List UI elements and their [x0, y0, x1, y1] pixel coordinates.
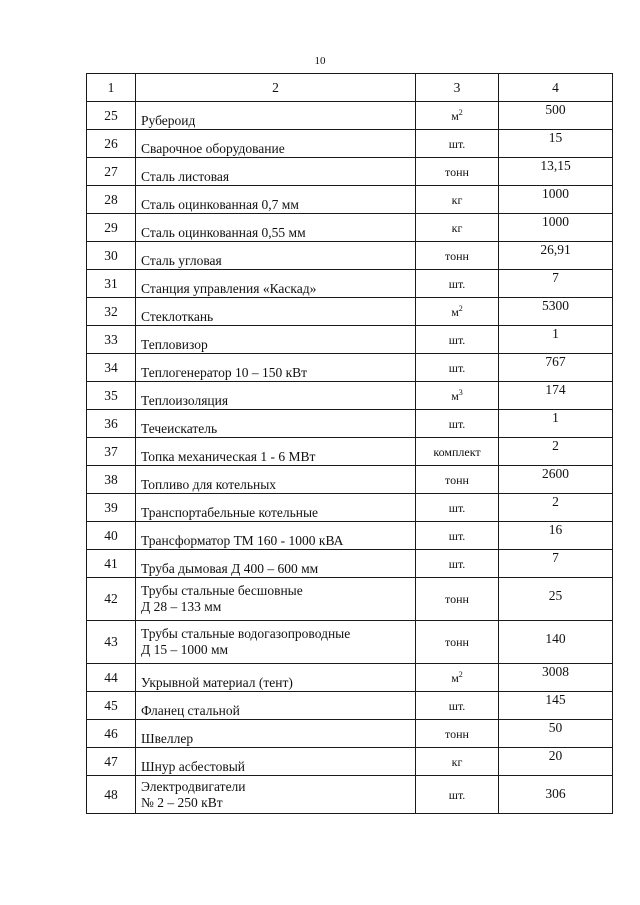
row-number: 34 [87, 354, 136, 382]
quantity: 2 [499, 494, 613, 522]
unit: шт. [448, 787, 466, 802]
table-row [87, 494, 613, 522]
unit-cell [416, 102, 499, 130]
table-row [87, 354, 613, 382]
unit-cell [416, 326, 499, 354]
unit-exponent: 2 [458, 669, 463, 679]
item-name: Фланец стальной [136, 692, 416, 720]
row-number: 25 [87, 102, 136, 130]
unit-cell [416, 298, 499, 326]
quantity: 1000 [499, 186, 613, 214]
table-row [87, 242, 613, 270]
row-number: 47 [87, 748, 136, 776]
header-col-1: 1 [87, 74, 136, 102]
table-row [87, 326, 613, 354]
unit: шт. [448, 276, 466, 291]
unit-cell [416, 186, 499, 214]
unit: кг [451, 192, 463, 207]
table-row [87, 158, 613, 186]
table-row [87, 550, 613, 578]
item-name-line: Электродвигатели [141, 778, 246, 794]
table-row [87, 270, 613, 298]
quantity: 26,91 [499, 242, 613, 270]
quantity: 15 [499, 130, 613, 158]
quantity: 2 [499, 438, 613, 466]
page-number: 10 [314, 55, 326, 67]
table-row [87, 748, 613, 776]
unit-cell [416, 354, 499, 382]
item-name-line: Д 28 – 133 мм [141, 599, 222, 614]
unit: м [451, 670, 459, 685]
quantity: 13,15 [499, 158, 613, 186]
unit-cell [416, 578, 499, 621]
item-name [136, 621, 416, 664]
item-name: Сталь оцинкованная 0,7 мм [136, 186, 416, 214]
item-name-line: № 2 – 250 кВт [141, 794, 223, 810]
unit-exponent: 2 [458, 303, 463, 313]
quantity: 500 [499, 102, 613, 130]
unit-cell [416, 466, 499, 494]
item-name [136, 776, 416, 814]
item-name: Течеискатель [136, 410, 416, 438]
item-name-line: Д 15 – 1000 мм [141, 642, 229, 657]
unit-cell [416, 382, 499, 410]
unit: шт. [448, 698, 466, 713]
item-name-line: Трубы стальные бесшовные [141, 583, 303, 598]
header-col-3: 3 [416, 74, 499, 102]
unit: шт. [448, 360, 466, 375]
table-row [87, 664, 613, 692]
quantity: 7 [499, 270, 613, 298]
unit: м [451, 108, 459, 123]
row-number: 36 [87, 410, 136, 438]
row-number: 31 [87, 270, 136, 298]
quantity: 145 [499, 692, 613, 720]
item-name: Шнур асбестовый [136, 748, 416, 776]
materials-table [86, 73, 613, 814]
row-number: 48 [87, 776, 136, 814]
table-row [87, 102, 613, 130]
item-name: Сварочное оборудование [136, 130, 416, 158]
unit: шт. [448, 556, 466, 571]
row-number: 42 [87, 578, 136, 621]
table-row [87, 466, 613, 494]
unit: шт. [448, 136, 466, 151]
unit: тонн [445, 164, 469, 179]
quantity: 1 [499, 410, 613, 438]
row-number: 41 [87, 550, 136, 578]
unit-cell [416, 270, 499, 298]
item-name: Сталь листовая [136, 158, 416, 186]
unit-cell [416, 242, 499, 270]
table-header-row [87, 74, 613, 102]
unit-cell [416, 158, 499, 186]
table-row [87, 578, 613, 621]
quantity: 5300 [499, 298, 613, 326]
row-number: 45 [87, 692, 136, 720]
table-row [87, 621, 613, 664]
table-row [87, 776, 613, 814]
quantity: 1000 [499, 214, 613, 242]
item-name: Сталь угловая [136, 242, 416, 270]
quantity: 3008 [499, 664, 613, 692]
row-number: 30 [87, 242, 136, 270]
unit: тонн [445, 726, 469, 741]
row-number: 40 [87, 522, 136, 550]
item-name: Укрывной материал (тент) [136, 664, 416, 692]
quantity: 140 [499, 621, 613, 664]
row-number: 38 [87, 466, 136, 494]
materials-table-body [87, 74, 613, 814]
unit-cell [416, 664, 499, 692]
row-number: 29 [87, 214, 136, 242]
unit-cell [416, 692, 499, 720]
quantity: 174 [499, 382, 613, 410]
item-name: Тепловизор [136, 326, 416, 354]
table-row [87, 720, 613, 748]
table-row [87, 522, 613, 550]
unit-exponent: 2 [458, 107, 463, 117]
item-name: Станция управления «Каскад» [136, 270, 416, 298]
table-row [87, 438, 613, 466]
table-row [87, 692, 613, 720]
quantity: 20 [499, 748, 613, 776]
table-row [87, 130, 613, 158]
header-col-4: 4 [499, 74, 613, 102]
unit-cell [416, 130, 499, 158]
quantity: 1 [499, 326, 613, 354]
row-number: 37 [87, 438, 136, 466]
unit: тонн [445, 592, 469, 606]
unit-cell [416, 438, 499, 466]
quantity: 16 [499, 522, 613, 550]
unit-cell [416, 522, 499, 550]
item-name: Сталь оцинкованная 0,55 мм [136, 214, 416, 242]
quantity: 25 [499, 578, 613, 621]
unit: кг [451, 220, 463, 235]
quantity: 767 [499, 354, 613, 382]
row-number: 33 [87, 326, 136, 354]
unit: кг [451, 754, 463, 769]
unit-cell [416, 748, 499, 776]
unit-cell [416, 214, 499, 242]
row-number: 32 [87, 298, 136, 326]
quantity: 7 [499, 550, 613, 578]
table-row [87, 382, 613, 410]
unit-cell [416, 776, 499, 814]
item-name: Транспортабельные котельные [136, 494, 416, 522]
row-number: 35 [87, 382, 136, 410]
unit-cell [416, 410, 499, 438]
item-name [136, 578, 416, 621]
item-name: Стеклоткань [136, 298, 416, 326]
row-number: 44 [87, 664, 136, 692]
unit: шт. [448, 416, 466, 431]
unit-exponent: 3 [458, 387, 463, 397]
table-row [87, 410, 613, 438]
unit: тонн [445, 472, 469, 487]
table-row [87, 298, 613, 326]
table-row [87, 186, 613, 214]
unit-cell [416, 494, 499, 522]
unit: тонн [445, 635, 469, 649]
item-name: Топливо для котельных [136, 466, 416, 494]
item-name: Теплоизоляция [136, 382, 416, 410]
unit: тонн [445, 248, 469, 263]
header-col-2: 2 [136, 74, 416, 102]
row-number: 27 [87, 158, 136, 186]
unit: шт. [448, 500, 466, 515]
table-row [87, 214, 613, 242]
row-number: 46 [87, 720, 136, 748]
row-number: 26 [87, 130, 136, 158]
quantity: 50 [499, 720, 613, 748]
unit-cell [416, 720, 499, 748]
item-name: Топка механическая 1 - 6 МВт [136, 438, 416, 466]
item-name: Швеллер [136, 720, 416, 748]
item-name: Трансформатор ТМ 160 - 1000 кВА [136, 522, 416, 550]
item-name-line: Трубы стальные водогазопроводные [141, 626, 351, 641]
unit: шт. [448, 332, 466, 347]
unit: комплект [433, 444, 481, 459]
row-number: 39 [87, 494, 136, 522]
unit: м [451, 304, 459, 319]
item-name: Теплогенератор 10 – 150 кВт [136, 354, 416, 382]
unit: м [451, 388, 459, 403]
row-number: 43 [87, 621, 136, 664]
unit: шт. [448, 528, 466, 543]
unit-cell [416, 621, 499, 664]
unit-cell [416, 550, 499, 578]
row-number: 28 [87, 186, 136, 214]
item-name: Рубероид [136, 102, 416, 130]
quantity: 306 [499, 776, 613, 814]
quantity: 2600 [499, 466, 613, 494]
item-name: Труба дымовая Д 400 – 600 мм [136, 550, 416, 578]
